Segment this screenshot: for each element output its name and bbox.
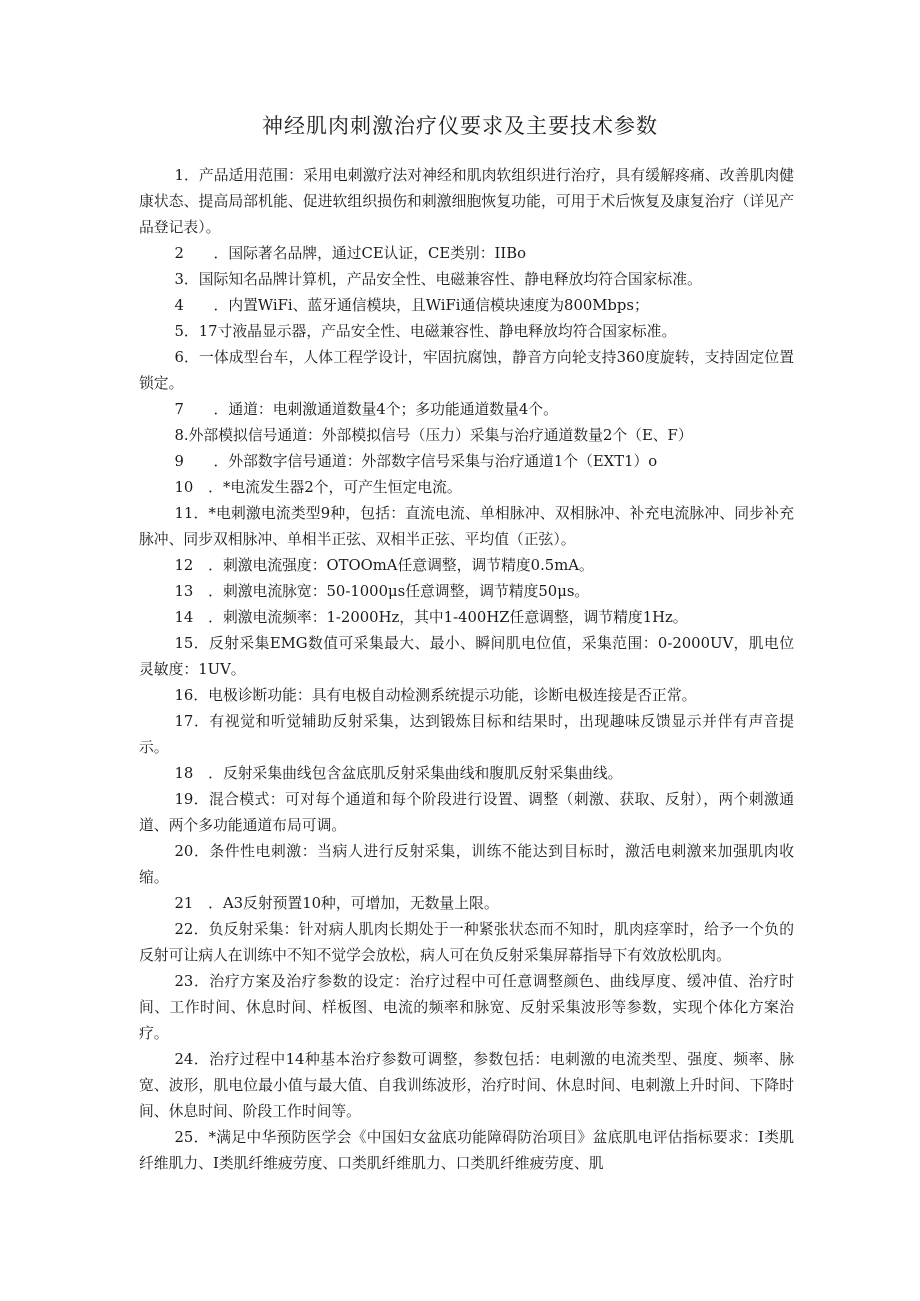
paragraph-13: 13 ．刺激电流脉宽：50-1000μs任意调整，调节精度50μs。 <box>174 583 590 600</box>
paragraph-14: 14 ．刺激电流频率：1-2000Hz，其中1-400HZ任意调整，调节精度1Hz。 <box>174 609 688 626</box>
paragraph-1: 1．产品适用范围：采用电刺激疗法对神经和肌肉软组织进行治疗，具有缓解疼痛、改善肌肉健康状态、提高局部机能、促进软组织损伤和刺激细胞恢复功能，可用于术后恢复及康复治疗（详见产品登记表）。 <box>139 167 794 236</box>
paragraph-4: 4 ．内置WiFi、蓝牙通信模块，且WiFi通信模块速度为800Mbps； <box>174 297 649 314</box>
paragraph-15: 15．反射采集EMG数值可采集最大、最小、瞬间肌电位值，采集范围：0-2000UV，肌电位灵敏度：1UV。 <box>139 635 794 678</box>
document-title: 神经肌肉刺激治疗仪要求及主要技术参数 <box>262 114 658 138</box>
paragraph-19: 19．混合模式：可对每个通道和每个阶段进行设置、调整（刺激、获取、反射），两个刺激通道、两个多功能通道布局可调。 <box>139 791 794 834</box>
paragraph-22: 22．负反射采集：针对病人肌肉长期处于一种紧张状态而不知时，肌肉痉挛时，给予一个负的反射可让病人在训练中不知不觉学会放松，病人可在负反射采集屏幕指导下有效放松肌肉。 <box>139 921 794 964</box>
paragraph-11: 11．*电刺激电流类型9种，包括：直流电流、单相脉冲、双相脉冲、补充电流脉冲、同步补充脉冲、同步双相脉冲、单相半正弦、双相半正弦、平均值（正弦）。 <box>139 505 794 548</box>
paragraph-10: 10 ．*电流发生器2个，可产生恒定电流。 <box>174 479 462 496</box>
paragraph-2: 2 ．国际著名品牌，通过CE认证，CE类别：IIBo <box>174 245 526 262</box>
paragraph-20: 20．条件性电刺激：当病人进行反射采集，训练不能达到目标时，激活电刺激来加强肌肉收缩。 <box>139 843 794 886</box>
paragraph-18: 18 ．反射采集曲线包含盆底肌反射采集曲线和腹肌反射采集曲线。 <box>174 765 623 782</box>
paragraph-9: 9 ．外部数字信号通道：外部数字信号采集与治疗通道1个（EXT1）o <box>174 453 658 470</box>
paragraph-5: 5．17寸液晶显示器，产品安全性、电磁兼容性、静电释放均符合国家标准。 <box>174 323 677 340</box>
paragraph-17: 17．有视觉和听觉辅助反射采集，达到锻炼目标和结果时，出现趣味反馈显示并伴有声音提示。 <box>139 713 794 756</box>
paragraph-3: 3．国际知名品牌计算机，产品安全性、电磁兼容性、静电释放均符合国家标准。 <box>174 271 702 288</box>
paragraph-8: 8.外部模拟信号通道：外部模拟信号（压力）采集与治疗通道数量2个（E、F） <box>174 427 693 444</box>
paragraph-6: 6．一体成型台车，人体工程学设计，牢固抗腐蚀，静音方向轮支持360度旋转，支持固定位置锁定。 <box>139 349 794 392</box>
paragraph-12: 12 ．刺激电流强度：OTOOmA任意调整，调节精度0.5mA。 <box>174 557 594 574</box>
paragraph-7: 7 ．通道：电刺激通道数量4个；多功能通道数量4个。 <box>174 401 558 418</box>
document-body <box>139 163 794 1177</box>
paragraph-24: 24．治疗过程中14种基本治疗参数可调整，参数包括：电刺激的电流类型、强度、频率、脉宽、波形，肌电位最小值与最大值、自我训练波形，治疗时间、休息时间、电刺激上升时间、下降时间、休息时间、阶段工作时间等。 <box>139 1051 794 1120</box>
paragraph-25: 25．*满足中华预防医学会《中国妇女盆底功能障碍防治项目》盆底肌电评估指标要求：I类肌纤维肌力、I类肌纤维疲劳度、口类肌纤维肌力、口类肌纤维疲劳度、肌 <box>139 1129 794 1172</box>
paragraph-16: 16．电极诊断功能：具有电极自动检测系统提示功能，诊断电极连接是否正常。 <box>174 687 697 704</box>
paragraph-21: 21 ．A3反射预置10种，可增加，无数量上限。 <box>174 895 499 912</box>
paragraph-23: 23．治疗方案及治疗参数的设定：治疗过程中可任意调整颜色、曲线厚度、缓冲值、治疗时间、工作时间、休息时间、样板图、电流的频率和脉宽、反射采集波形等参数，实现个体化方案治疗。 <box>139 973 794 1042</box>
